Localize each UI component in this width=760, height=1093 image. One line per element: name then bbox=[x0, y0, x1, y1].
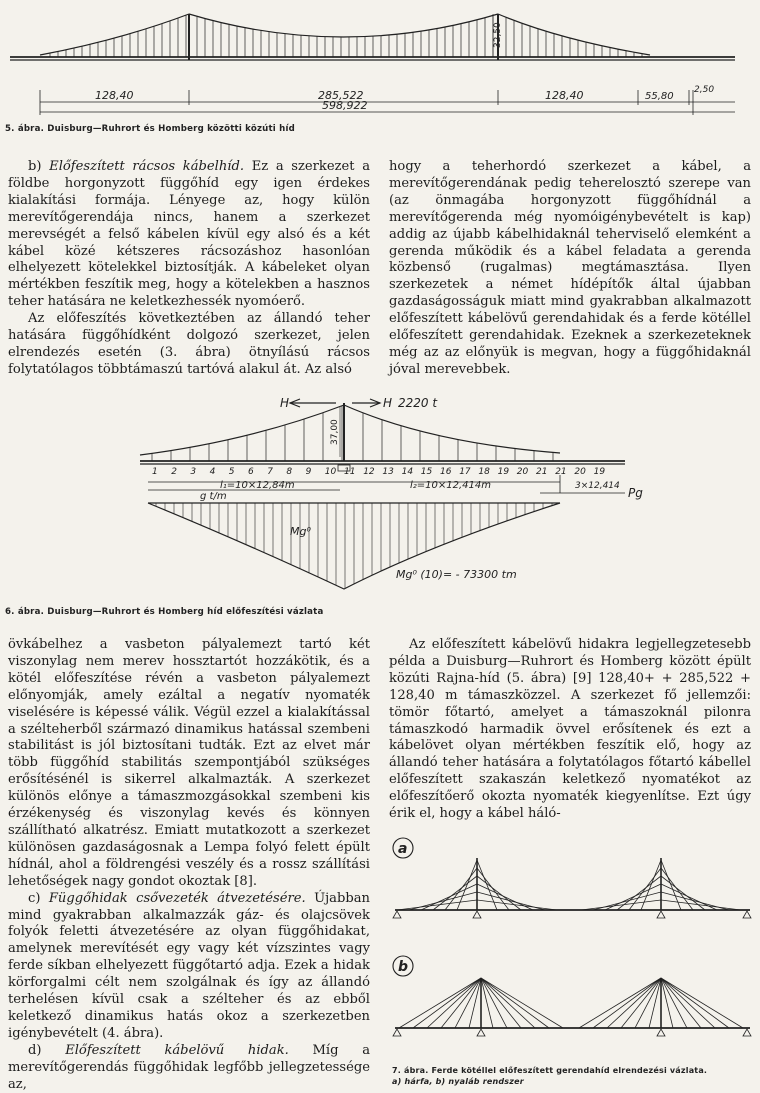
node-number: 12 bbox=[363, 467, 375, 477]
fig6-load: g t/m bbox=[200, 491, 227, 502]
figure-6-prestress-scheme bbox=[0, 385, 760, 605]
node-number: 14 bbox=[401, 467, 414, 477]
node-number: 3 bbox=[190, 467, 197, 477]
fig6-tower-height: 37,00 bbox=[330, 419, 340, 445]
stay-cable bbox=[481, 978, 563, 1028]
column-2-bottom bbox=[389, 637, 751, 823]
support bbox=[743, 1029, 751, 1036]
fig5-span-3: 128,40 bbox=[545, 89, 584, 102]
stay-cable bbox=[661, 978, 743, 1028]
paragraph-b2: Az előfeszítés következtében az állandó teher hatására függőhídként dolgozó szerkezet, jelen elrendezés esetén (3. ábra) ötnyílású rácsos folytatólagos többtámaszú tartóvá alakul át. Az alsó bbox=[8, 311, 370, 377]
column-2-top bbox=[389, 159, 751, 379]
stay-cable bbox=[661, 900, 741, 910]
fig6-h-right: H bbox=[383, 396, 393, 410]
column-1-top bbox=[8, 159, 370, 379]
support bbox=[393, 1029, 401, 1036]
fig6-moment-label: Mg⁰ bbox=[290, 525, 311, 538]
node-number: 19 bbox=[497, 467, 510, 477]
stay-cable bbox=[481, 978, 535, 1028]
node-number: 21 bbox=[536, 467, 548, 477]
fig5-span-5: 2,50 bbox=[694, 85, 715, 95]
fig6-span-l2: l₂=10×12,414m bbox=[410, 480, 492, 491]
figure-7-cable-stayed-schemes bbox=[385, 828, 760, 1048]
node-number: 18 bbox=[478, 467, 490, 477]
node-number: 20 bbox=[574, 467, 586, 477]
stay-cable bbox=[399, 978, 481, 1028]
node-number: 4 bbox=[209, 467, 216, 477]
paragraph-d: d) Előfeszített kábelövű hidak. Míg a merevítőgerendás függőhidak legfőbb jellegzetessége az, bbox=[8, 1042, 370, 1092]
node-number: 21 bbox=[555, 467, 567, 477]
support bbox=[477, 1029, 485, 1036]
node-number: 2 bbox=[171, 467, 177, 477]
fig7-label-a: a bbox=[398, 841, 408, 857]
stay-cable bbox=[427, 978, 481, 1028]
fig5-span-4: 55,80 bbox=[645, 91, 674, 102]
fig7-label-b: b bbox=[398, 959, 409, 975]
fig6-h-value: 2220 t bbox=[398, 396, 438, 410]
stay-cable bbox=[477, 900, 557, 910]
node-number: 16 bbox=[440, 467, 452, 477]
heading-b: Előfeszített rácsos kábelhíd. bbox=[49, 159, 245, 174]
fig5-total: 598,922 bbox=[322, 99, 368, 112]
figure-5-bridge-elevation bbox=[0, 0, 760, 120]
stay-cable bbox=[579, 978, 661, 1028]
node-number: 19 bbox=[593, 467, 606, 477]
support bbox=[393, 911, 401, 918]
heading-c: Függőhidak csővezeték átvezetésére. bbox=[48, 890, 306, 906]
fig6-span-l1: l₁=10×12,84m bbox=[220, 480, 295, 491]
support bbox=[473, 911, 481, 918]
node-number: 8 bbox=[286, 467, 293, 477]
node-number: 5 bbox=[228, 467, 235, 477]
node-number: 13 bbox=[382, 467, 394, 477]
paragraph-example: Az előfeszített kábelövű hidakra legjellegzetesebb példa a Duisburg—Ruhrort és Homberg között épült közúti Rajna-híd (5. ábra) [9] 128,40+ + 285,522 + 128,40 m támaszközzel. A szerkezet fő jellemzői: tömör főtartó, amelyet a támaszoknál pilonra támaszkodó harmadik övvel erősítenek és ezt a kábelövet olyan mértékben feszítik elő, hogy az állandó teher hatására a folytatólagos főtartó kábellel előfeszített szakaszán keletkező nyomatékot az előfeszítőerő okozta nyomaték kiegyenlítse. Ezt úgy érik el, hogy a kábel háló- bbox=[389, 637, 751, 822]
fig6-moment-value: Mg⁰ (10)= - 73300 tm bbox=[396, 568, 517, 581]
node-number: 6 bbox=[248, 467, 254, 477]
paragraph-b-cont: övkábelhez a vasbeton pályalemezt tartó két viszonylag nem merev hossztartót hozzákötik, és a kötél előfeszítése révén a vasbeton pályalemezt előnyomják, amely ezáltal a negatív nyomaték viselésére is képessé válik. Végül ezzel a kialakítással a szélteherből származó dinamikus hatással szembeni stabilitást is jól biztosítani tudták. Ezt az elvet már több függőhíd stabilitás szempontjából szükséges erősítésénél is sikerrel alkalmazták. A szerkezet különös előnye a támaszmozgásokkal szembeni kis érzékenység és viszonylag kevés és könnyen szállítható alkatrész. Emiatt mutatkozott a szerkezet különösen gazdaságosnak a Lempa folyó felett épült hídnál, ahol a földrengési veszély és a rossz szállítási lehetőségek nagy gondot okoztak [8]. bbox=[8, 637, 370, 889]
paragraph-d-cont: hogy a teherhordó szerkezet a kábel, a merevítőgerendának pedig teherelosztó szerepe van (az önmagába horgonyzott függőhídnál a merevítőgerenda még nyomóigénybevételt is kap) addig az újabb kábelhidaknál teherviselő elemként a gerenda működik és a kábel feladata a gerenda közbenső (rugalmas) megtámasztása. Ilyen szerkezetek a német hídépítők által újabban gazdaságosságuk miatt mind gyakrabban alkalmazott előfeszített kábelövű gerendahidak és a ferde kötéllel előfeszített gerendahidak. Ezeknek a szerkezeteknek még az az előnyük is megvan, hogy a függőhidaknál jóval merevebbek. bbox=[389, 159, 751, 377]
node-number: 1 bbox=[152, 467, 158, 477]
support bbox=[657, 911, 665, 918]
stay-cable bbox=[581, 900, 661, 910]
fig5-tower-height: 32,50 bbox=[493, 22, 503, 48]
figure-6-caption: 6. ábra. Duisburg—Ruhrort és Homberg híd előfeszítési vázlata bbox=[5, 607, 324, 617]
node-number: 17 bbox=[459, 467, 471, 477]
fig5-span-1: 128,40 bbox=[95, 89, 134, 102]
fig6-h-left: H bbox=[280, 396, 290, 410]
heading-d: Előfeszített kábelövű hidak. bbox=[65, 1042, 289, 1058]
fig6-span-l3: 3×12,414 bbox=[575, 481, 620, 491]
node-number: 15 bbox=[420, 467, 433, 477]
figure-7-caption-line2: a) hárfa, b) nyaláb rendszer bbox=[392, 1077, 524, 1086]
stay-cable bbox=[397, 900, 477, 910]
node-number: 20 bbox=[516, 467, 529, 477]
fig6-pg: Pg bbox=[628, 486, 643, 500]
node-number: 11 bbox=[344, 467, 356, 477]
figure-5-caption: 5. ábra. Duisburg—Ruhrort és Homberg közötti közúti híd bbox=[5, 124, 295, 134]
support bbox=[743, 911, 751, 918]
stay-cable bbox=[661, 978, 715, 1028]
node-number: 7 bbox=[267, 467, 273, 477]
support bbox=[657, 1029, 665, 1036]
figure-7-caption-line1: 7. ábra. Ferde kötéllel előfeszített gerendahíd elrendezési vázlata. bbox=[392, 1066, 708, 1075]
stay-cable bbox=[607, 978, 661, 1028]
column-1-bottom bbox=[8, 637, 370, 1093]
paragraph-b: b) Előfeszített rácsos kábelhíd. Ez a szerkezet a földbe horgonyzott függőhíd egy igen érdekes kialakítási formája. Lényege az, hogy külön merevítőgerendája nincs, hanem a szerkezet merevségét a felső kábelen kívül egy alsó és a két kábel közé kétszeres rácsozáshoz hasonlóan elhelyezett kötelekkel biztosítják. A kábeleket olyan mértékben feszítik meg, hogy a kötelekben a hasznos teher hatására ne keletkezhessék nyomóerő. bbox=[8, 159, 371, 310]
node-number: 9 bbox=[305, 467, 312, 477]
paragraph-c: c) Függőhidak csővezeték átvezetésére. Újabban mind gyakrabban alkalmazzák gáz- és olajcsövek folyók feletti átvezetésére az olyan függőhidakat, amelynek merevítését egy vagy két vízszintes vagy ferde síkban elhelyezett függőtartó adja. Ezek a hidak körforgalmi célt nem szolgálnak és így az állandó terhelésen kívül csak a szélteher és az ebből keletkező dinamikus hatás okoz a szerkezetben igénybevételt (4. ábra). bbox=[8, 890, 370, 1041]
fig5-span-2: 285,522 bbox=[318, 89, 364, 102]
node-number: 10 bbox=[324, 467, 337, 477]
